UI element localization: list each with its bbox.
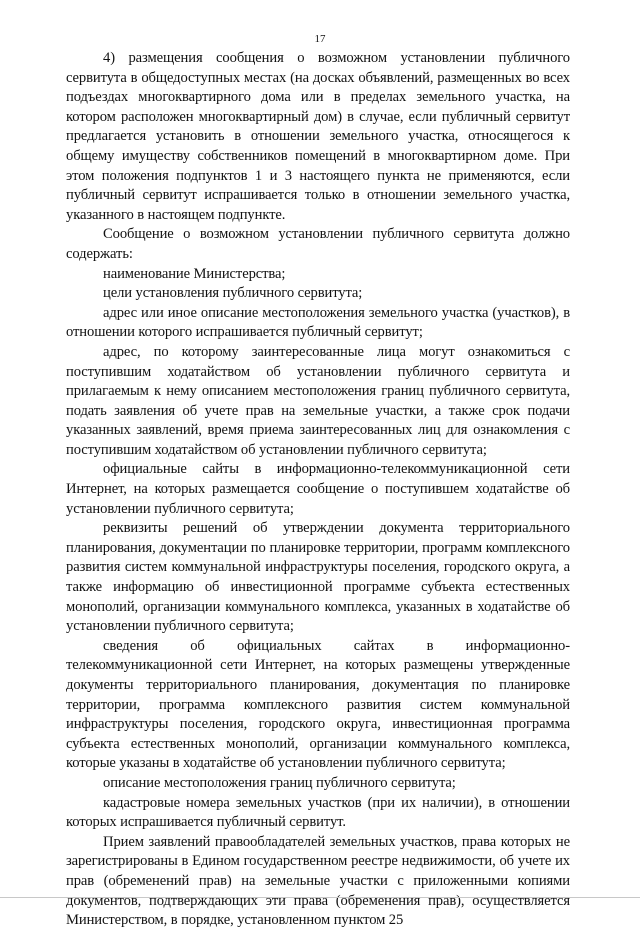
- list-item-cadastral-numbers: кадастровые номера земельных участков (при их наличии), в отношении которых испрашивается публичный сервитут.: [66, 794, 570, 831]
- list-item-review-address: адрес, по которому заинтересованные лица могут ознакомиться с поступившим ходатайством об установлении публичного сервитута и прилагаемым к нему описанием местоположения границ публичного сервитута, подать заявления об учете прав на земельные участки, а также срок подачи указанных заявлений, время приема заинтересованных лиц для ознакомления с поступившим ходатайством об установлении публичного сервитута;: [66, 343, 570, 458]
- document-body: [66, 49, 570, 931]
- list-item-site-information: сведения об официальных сайтах в информационно-телекоммуникационной сети Интернет, на которых размещены утвержденные документы территориального планирования, документация по планировке территории, программа комплексного развития систем коммунальной инфраструктуры поселения, городского округа, инвестиционная программа субъекта естественных монополий, организации коммунального комплекса, которые указаны в ходатайстве об установлении публичного сервитута;: [66, 637, 570, 772]
- page-number: 17: [314, 33, 326, 45]
- list-item-official-sites: официальные сайты в информационно-телекоммуникационной сети Интернет, на которых размещается сообщение о поступившем ходатайстве об установлении публичного сервитута;: [66, 461, 570, 517]
- list-item-ministry-name: наименование Министерства;: [103, 265, 286, 282]
- paragraph-subitem-4: 4) размещения сообщения о возможном установлении публичного сервитута в общедоступных местах (на досках объявлений, размещенных во всех подъездах многоквартирного дома или в пределах земельного участка, на котором расположен многоквартирный дом) в случае, если публичный сервитут предлагается установить в отношении земельного участка, относящегося к общему имуществу собственников помещений в многоквартирном доме. При этом положения подпунктов 1 и 3 настоящего пункта не применяются, если публичный сервитут испрашивается только в отношении земельного участка, указанного в настоящем подпункте.: [66, 50, 570, 223]
- paragraph-message-content-intro: Сообщение о возможном установлении публичного сервитута должно содержать:: [66, 226, 570, 262]
- list-item-decision-details: реквизиты решений об утверждении документа территориального планирования, документации по планировке территории, программ комплексного развития систем коммунальной инфраструктуры поселения, городского округа, а также информацию об инвестиционной программе субъекта естественных монополий, организации коммунального комплекса, указанных в ходатайстве об установлении публичного сервитута;: [66, 520, 570, 635]
- list-item-boundary-description: описание местоположения границ публичного сервитута;: [103, 774, 456, 791]
- list-item-servitude-goals: цели установления публичного сервитута;: [103, 285, 363, 302]
- paragraph-applications-acceptance: Прием заявлений правообладателей земельных участков, права которых не зарегистрированы в Едином государственном реестре недвижимости, об учете их прав (обременений прав) на земельные участки с приложенными копиями документов, подтверждающих эти права (обременения прав), осуществляется Министерством, в порядке, установленном пунктом 25: [66, 833, 570, 929]
- scan-bottom-edge: [0, 897, 640, 898]
- list-item-land-address: адрес или иное описание местоположения земельного участка (участков), в отношении которого испрашивается публичный сервитут;: [66, 304, 570, 341]
